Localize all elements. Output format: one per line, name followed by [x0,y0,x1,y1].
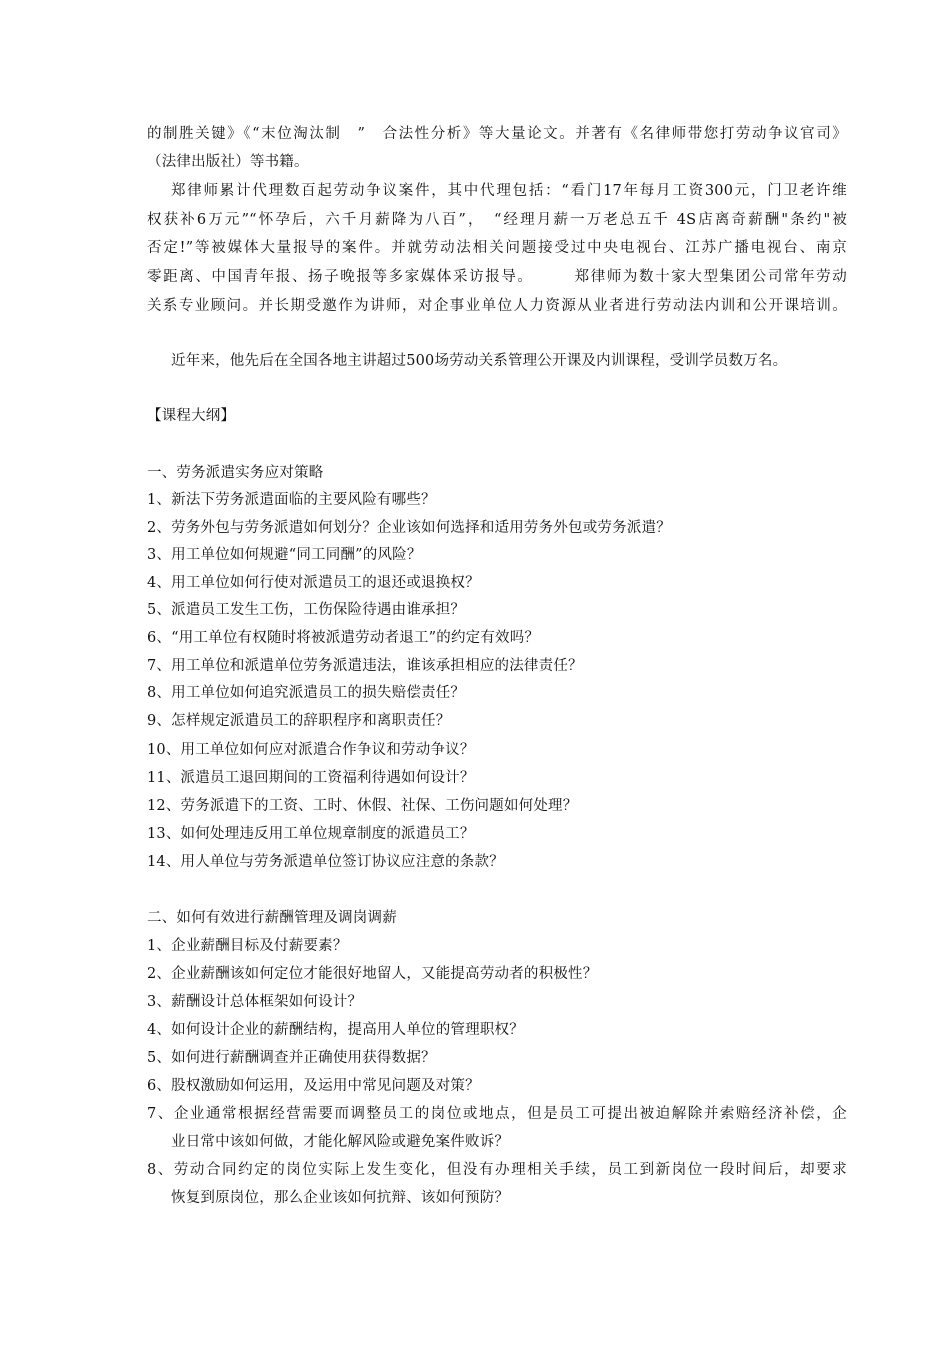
list-item: 13、如何处理违反用工单位规章制度的派遣员工？ [147,826,475,842]
intro-line-6: 零距离、中国青年报、扬子晚报等多家媒体采访报导。 郑律师为数十家大型集团公司常年劳动 [147,269,847,285]
intro-line-8: 近年来，他先后在全国各地主讲超过500场劳动关系管理公开课及内训课程，受训学员数万名。 [171,353,788,369]
list-item: 5、如何进行薪酬调查并正确使用获得数据？ [147,1050,436,1066]
section2-title: 二、如何有效进行薪酬管理及调岗调薪 [147,910,397,926]
list-item: 5、派遣员工发生工伤，工伤保险待遇由谁承担？ [147,602,466,618]
list-item: 8、劳动合同约定的岗位实际上发生变化，但没有办理相关手续，员工到新岗位一段时间后，却要求 [147,1162,847,1178]
list-item: 4、如何设计企业的薪酬结构，提高用人单位的管理职权？ [147,1022,524,1038]
list-item: 12、劳务派遣下的工资、工时、休假、社保、工伤问题如何处理？ [147,798,578,814]
list-item: 7、企业通常根据经营需要而调整员工的岗位或地点，但是员工可提出被迫解除并索赔经济补偿，企 [147,1106,847,1122]
list-item: 10、用工单位如何应对派遣合作争议和劳动争议？ [147,742,475,758]
list-item: 6、“用工单位有权随时将被派遣劳动者退工”的约定有效吗？ [147,630,540,646]
list-item: 1、新法下劳务派遣面临的主要风险有哪些？ [147,492,436,508]
intro-line-7: 关系专业顾问。并长期受邀作为讲师，对企事业单位人力资源从业者进行劳动法内训和公开课培训。 [147,298,847,314]
intro-line-2: （法律出版社）等书籍。 [147,154,309,170]
intro-line-4: 权获补6万元”“怀孕后，六千月薪降为八百”， “经理月薪一万老总五千 4S店离奇薪酬"条约"被 [147,212,847,228]
list-item: 4、用工单位如何行使对派遣员工的退还或退换权？ [147,575,480,591]
list-item: 3、用工单位如何规避“同工同酬”的风险？ [147,547,422,563]
list-item: 7、用工单位和派遣单位劳务派遣违法，谁该承担相应的法律责任？ [147,658,583,674]
list-item: 11、派遣员工退回期间的工资福利待遇如何设计？ [147,770,475,786]
list-item: 3、薪酬设计总体框架如何设计？ [147,994,363,1010]
list-item: 6、股权激励如何运用，及运用中常见问题及对策？ [147,1078,480,1094]
intro-line-5: 否定!”等被媒体大量报导的案件。并就劳动法相关问题接受过中央电视台、江苏广播电视台、南京 [147,240,847,256]
outline-title: 【课程大纲】 [147,408,236,424]
intro-line-3: 郑律师累计代理数百起劳动争议案件，其中代理包括：“看门17年每月工资300元，门卫老许维 [171,183,847,199]
list-item-continuation: 恢复到原岗位，那么企业该如何抗辩、该如何预防？ [171,1190,510,1206]
list-item: 1、企业薪酬目标及付薪要素？ [147,938,348,954]
list-item: 2、企业薪酬该如何定位才能很好地留人，又能提高劳动者的积极性？ [147,966,598,982]
intro-line-1: 的制胜关键》《“末位淘汰制 ” 合法性分析》等大量论文。并著有《名律师带您打劳动争议官司》 [147,126,847,142]
list-item: 9、怎样规定派遣员工的辞职程序和离职责任？ [147,713,451,729]
list-item-continuation: 业日常中该如何做，才能化解风险或避免案件败诉？ [171,1134,510,1150]
section1-title: 一、劳务派遣实务应对策略 [147,465,324,481]
list-item: 8、用工单位如何追究派遣员工的损失赔偿责任？ [147,685,466,701]
list-item: 14、用人单位与劳务派遣单位签订协议应注意的条款？ [147,854,504,870]
list-item: 2、劳务外包与劳务派遣如何划分？企业该如何选择和适用劳务外包或劳务派遣？ [147,520,671,536]
